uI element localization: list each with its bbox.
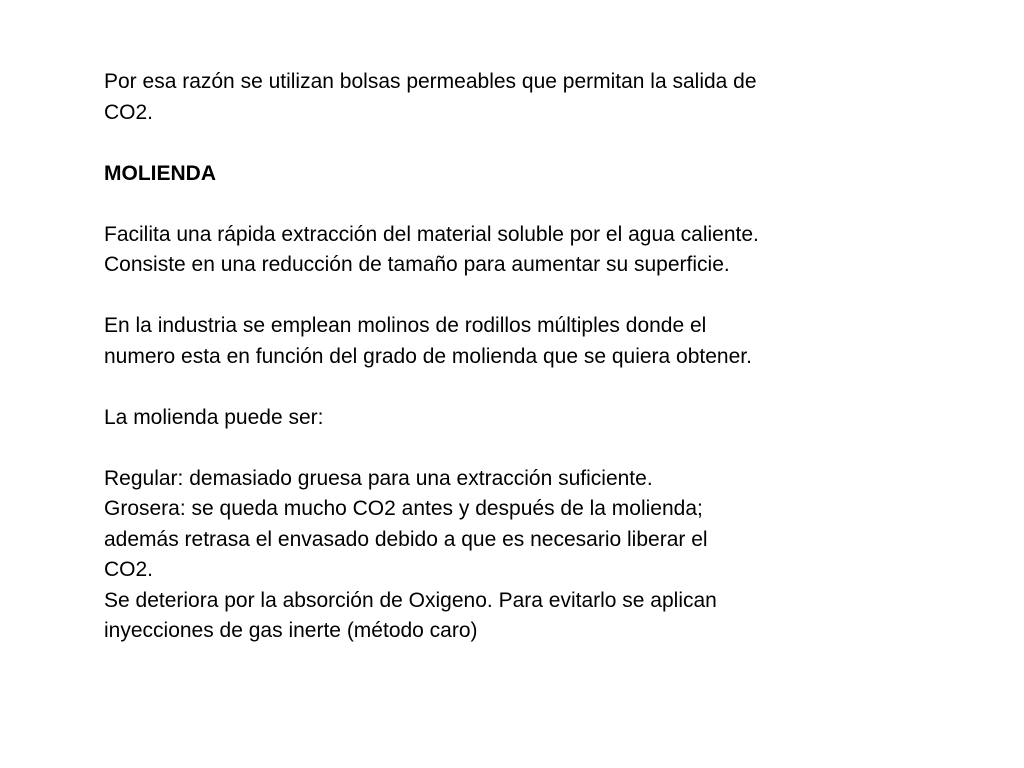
intro-line: Por esa razón se utilizan bolsas permeables que permitan la salida de — [104, 70, 757, 93]
blank-line — [104, 128, 924, 159]
slide-body — [104, 67, 924, 647]
grind-type-line: Regular: demasiado gruesa para una extracción suficiente. — [104, 466, 653, 490]
blank-line — [104, 189, 924, 220]
blank-line — [104, 433, 924, 464]
purpose-paragraph — [104, 220, 924, 281]
industry-line: En la industria se emplean molinos de rodillos múltiples donde el — [104, 314, 707, 337]
section-heading: MOLIENDA — [104, 161, 216, 185]
grind-type-line: además retrasa el envasado debido a que es necesario liberar el — [104, 527, 708, 551]
grind-types-paragraph — [104, 464, 924, 647]
grind-type-line: CO2. — [104, 558, 154, 581]
grind-type-line: Grosera: se queda mucho CO2 antes y después de la molienda; — [104, 497, 703, 520]
intro-paragraph — [104, 67, 924, 128]
blank-line — [104, 372, 924, 403]
purpose-line: Consiste en una reducción de tamaño para aumentar su superficie. — [104, 253, 730, 276]
industry-line: numero esta en función del grado de molienda que se quiera obtener. — [104, 344, 752, 368]
list-intro: La molienda puede ser: — [104, 405, 324, 429]
blank-line — [104, 281, 924, 312]
intro-line: CO2. — [104, 100, 154, 124]
industry-paragraph — [104, 311, 924, 372]
purpose-line: Facilita una rápida extracción del material soluble por el agua caliente. — [104, 222, 759, 246]
grind-type-line: Se deteriora por la absorción de Oxigeno. Para evitarlo se aplican — [104, 588, 717, 612]
grind-type-line: inyecciones de gas inerte (método caro) — [104, 619, 478, 642]
